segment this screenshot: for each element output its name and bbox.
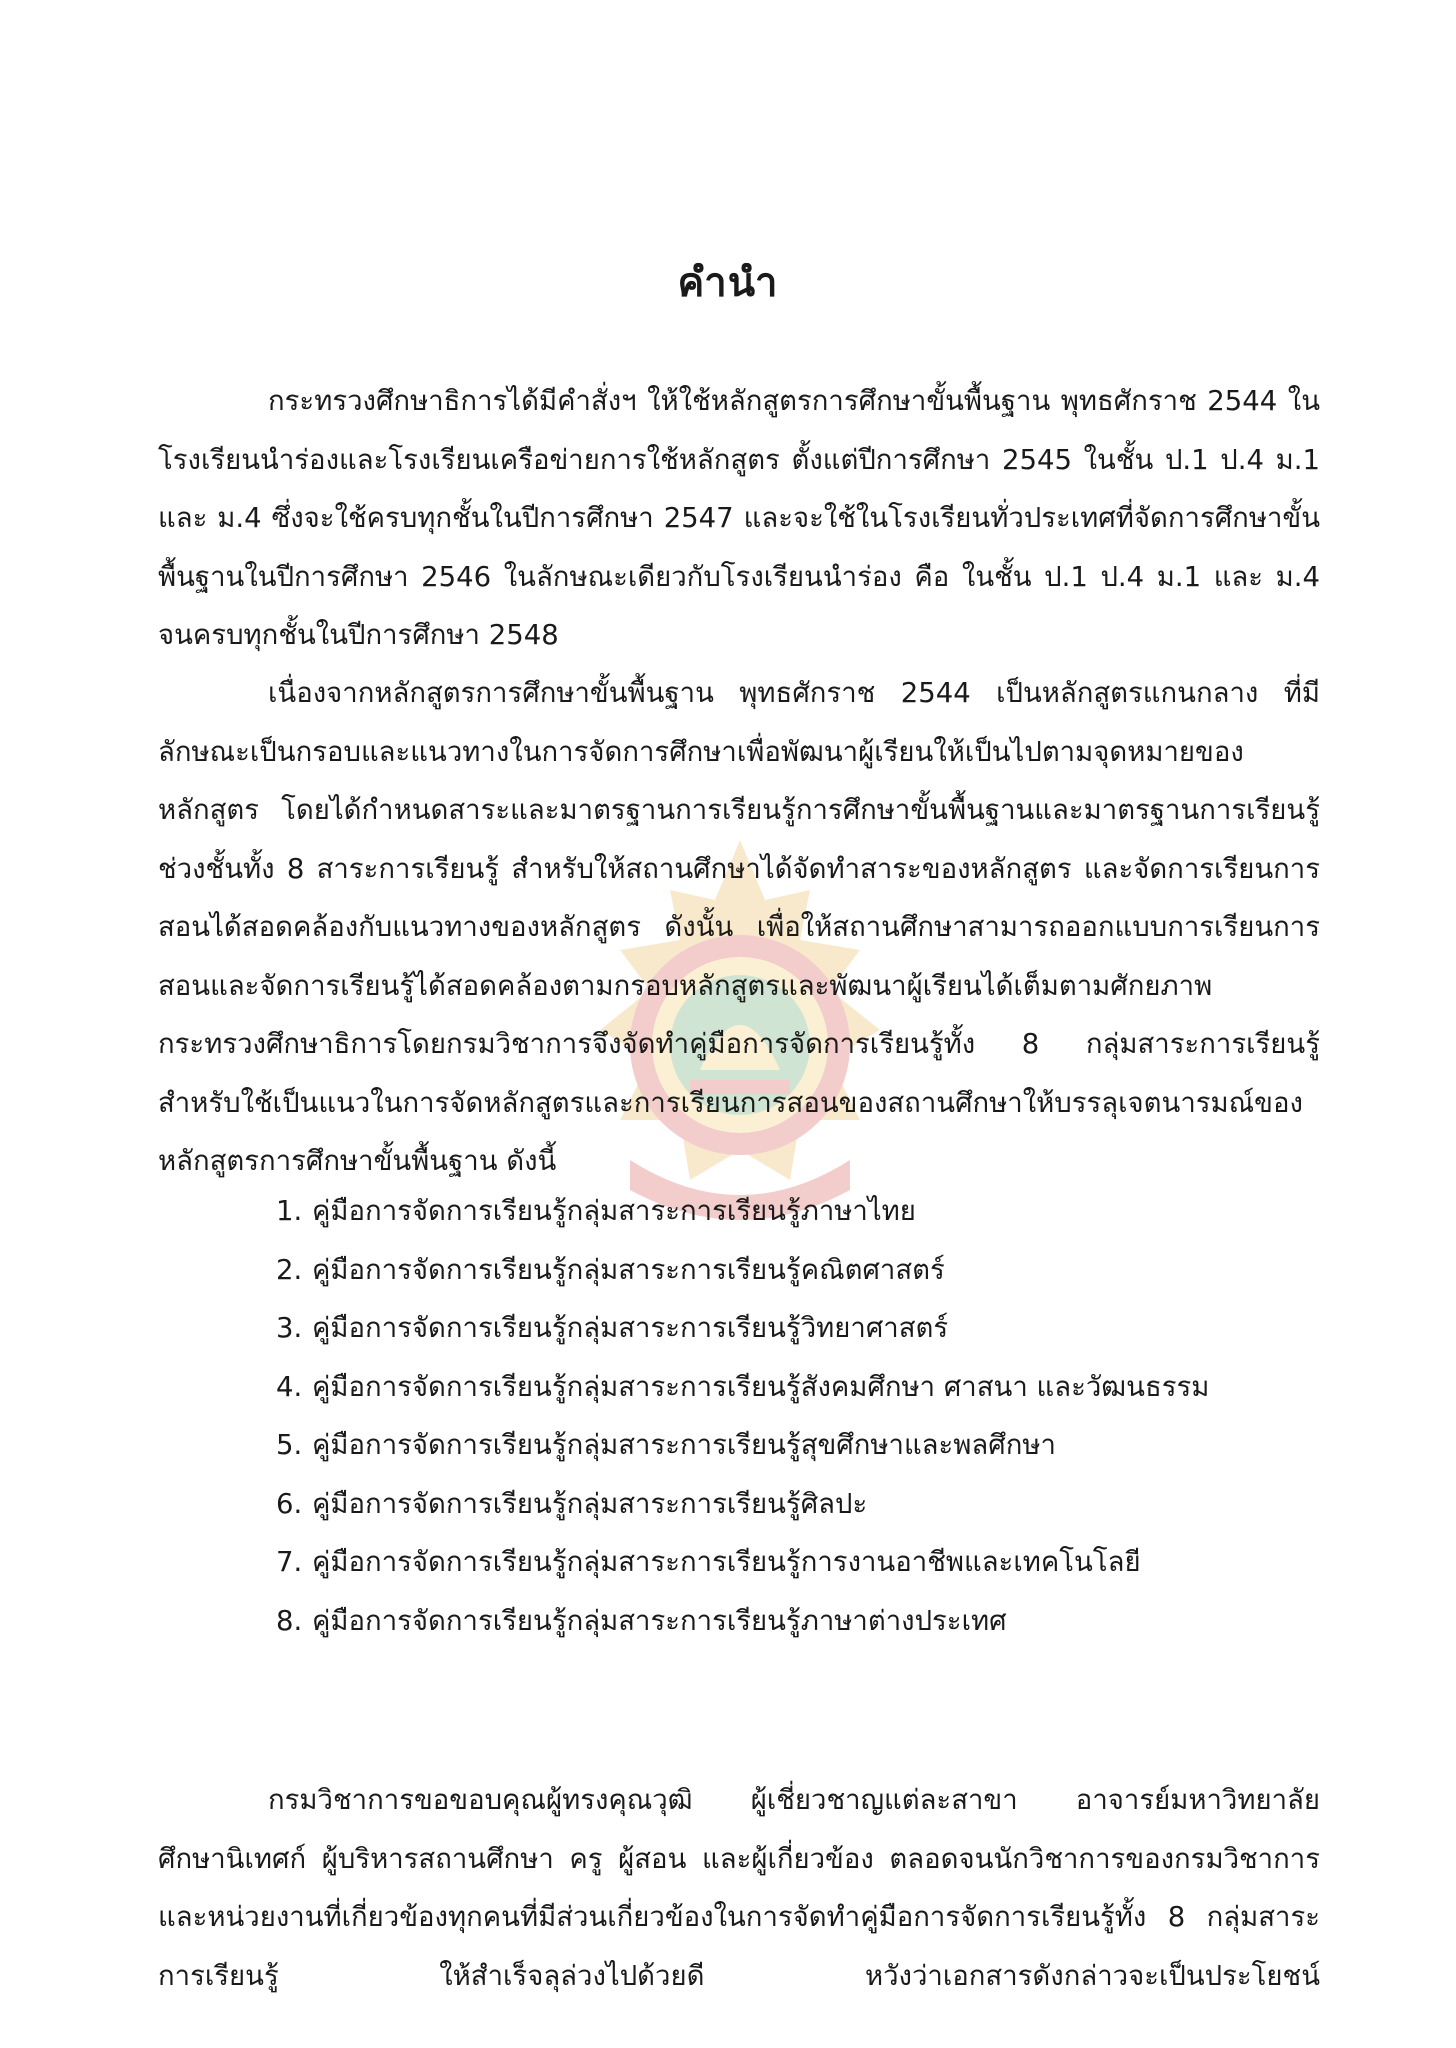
list-item-text: คู่มือการจัดการเรียนรู้กลุ่มสาระการเรียนรู้การงานอาชีพและเทคโนโลยี — [312, 1546, 1141, 1578]
list-item-text: คู่มือการจัดการเรียนรู้กลุ่มสาระการเรียนรู้ศิลปะ — [312, 1487, 868, 1520]
list-item — [158, 1592, 1320, 1651]
list-item — [158, 1241, 1320, 1300]
page-title: คำนำ — [677, 260, 779, 306]
list-item-number: 6. — [276, 1487, 303, 1520]
paragraph-acknowledgement: กรมวิชาการขอขอบคุณผู้ทรงคุณวุฒิ ผู้เชี่ยวชาญแต่ละสาขา อาจารย์มหาวิทยาลัย ศึกษานิเทศก์ ผู้บริหารสถานศึกษา ครู ผู้สอน และผู้เกี่ยวข้อง ตลอดจนนักวิชาการของกรมวิชาการและหน่วยงานที่เกี่ยวข้องทุกคนที่มีส่วนเกี่ยวข้องในการจัดทำคู่มือการจัดการเรียนรู้ทั้ง 8 กลุ่มสาระการเรียนรู้ ให้สำเร็จลุล่วงไปด้วยดี หวังว่าเอกสารดังกล่าวจะเป็นประโยชน์ — [158, 1784, 1320, 1992]
list-item-number: 7. — [276, 1546, 303, 1578]
list-item-number: 5. — [276, 1429, 303, 1461]
list-item-number: 8. — [276, 1604, 303, 1637]
manual-list-container — [158, 1182, 1320, 1650]
list-item-number: 2. — [276, 1253, 303, 1286]
list-item — [158, 1416, 1320, 1475]
list-item-text: คู่มือการจัดการเรียนรู้กลุ่มสาระการเรียนรู้สังคมศึกษา ศาสนา และวัฒนธรรม — [312, 1370, 1210, 1403]
list-item-text: คู่มือการจัดการเรียนรู้กลุ่มสาระการเรียนรู้วิทยาศาสตร์ — [312, 1312, 949, 1344]
paragraph-curriculum-container — [158, 664, 1320, 1191]
paragraph-intro: กระทรวงศึกษาธิการได้มีคำสั่งฯ ให้ใช้หลักสูตรการศึกษาขั้นพื้นฐาน พุทธศักราช 2544 ในโรงเรียนนำร่องและโรงเรียนเครือข่ายการใช้หลักสูตร ตั้งแต่ปีการศึกษา 2545 ในชั้น ป.1 ป.4 ม.1 และ ม.4 ซึ่งจะใช้ครบทุกชั้นในปีการศึกษา 2547 และจะใช้ในโรงเรียนทั่วประเทศที่จัดการศึกษาขั้นพื้นฐานในปีการศึกษา 2546 ในลักษณะเดียวกับโรงเรียนนำร่อง คือ ในชั้น ป.1 ป.4 ม.1 และ ม.4 จนครบทุกชั้นในปีการศึกษา 2548 — [158, 385, 1320, 651]
list-item-number: 4. — [276, 1370, 303, 1403]
list-item — [158, 1475, 1320, 1534]
list-item-number: 3. — [276, 1312, 303, 1344]
list-item — [158, 1182, 1320, 1241]
paragraph-intro-container — [158, 372, 1320, 665]
list-item — [158, 1533, 1320, 1592]
list-item-text: คู่มือการจัดการเรียนรู้กลุ่มสาระการเรียนรู้คณิตศาสตร์ — [312, 1253, 945, 1286]
list-item-text: คู่มือการจัดการเรียนรู้กลุ่มสาระการเรียนรู้ภาษาไทย — [312, 1195, 916, 1227]
paragraph-acknowledgement-container — [158, 1771, 1320, 2005]
manual-list — [158, 1182, 1320, 1650]
paragraph-curriculum: เนื่องจากหลักสูตรการศึกษาขั้นพื้นฐาน พุทธศักราช 2544 เป็นหลักสูตรแกนกลาง ที่มีลักษณะเป็นกรอบและแนวทางในการจัดการศึกษาเพื่อพัฒนาผู้เรียนให้เป็นไปตามจุดหมายของหลักสูตร โดยได้กำหนดสาระและมาตรฐานการเรียนรู้การศึกษาขั้นพื้นฐานและมาตรฐานการเรียนรู้ช่วงชั้นทั้ง 8 สาระการเรียนรู้ สำหรับให้สถานศึกษาได้จัดทำสาระของหลักสูตร และจัดการเรียนการสอนได้สอดคล้องกับแนวทางของหลักสูตร ดังนั้น เพื่อให้สถานศึกษาสามารถออกแบบการเรียนการสอนและจัดการเรียนรู้ได้สอดคล้องตามกรอบหลักสูตรและพัฒนาผู้เรียนได้เต็มตามศักยภาพ กระทรวงศึกษาธิการโดยกรมวิชาการจึงจัดทำคู่มือการจัดการเรียนรู้ทั้ง 8 กลุ่มสาระการเรียนรู้สำหรับใช้เป็นแนวในการจัดหลักสูตรและการเรียนการสอนของสถานศึกษาให้บรรลุเจตนารมณ์ของหลักสูตรการศึกษาขั้นพื้นฐาน ดังนี้ — [158, 677, 1320, 1177]
list-item-text: คู่มือการจัดการเรียนรู้กลุ่มสาระการเรียนรู้ภาษาต่างประเทศ — [312, 1604, 1007, 1637]
list-item — [158, 1299, 1320, 1358]
list-item — [158, 1358, 1320, 1417]
list-item-number: 1. — [276, 1195, 303, 1227]
list-item-text: คู่มือการจัดการเรียนรู้กลุ่มสาระการเรียนรู้สุขศึกษาและพลศึกษา — [312, 1429, 1056, 1461]
